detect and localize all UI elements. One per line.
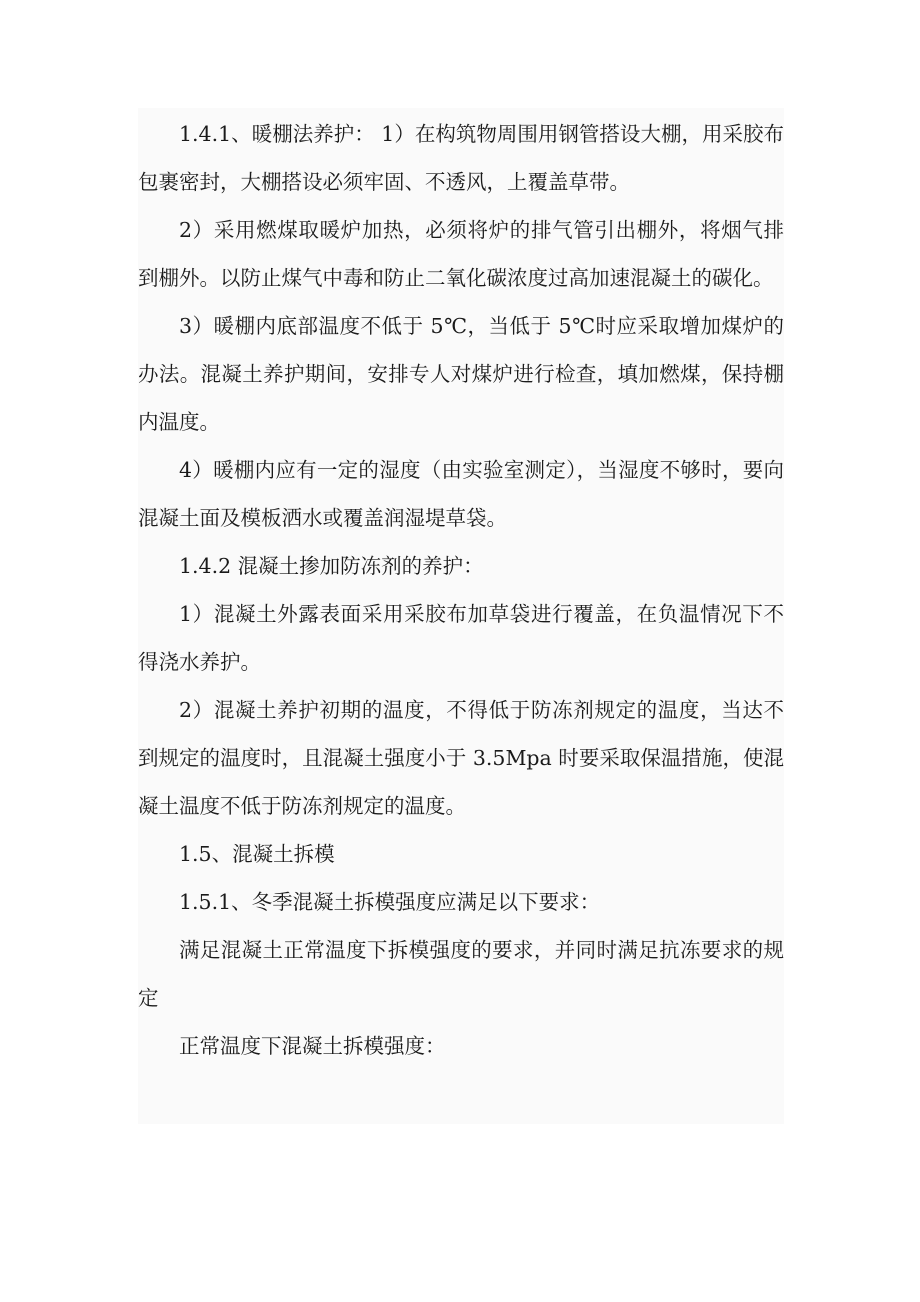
paragraph-shed-temperature: 3）暖棚内底部温度不低于 5℃，当低于 5℃时应采取增加煤炉的办法。混凝土养护期间，安排专人对煤炉进行检查，填加燃煤，保持棚内温度。 xyxy=(138,314,784,434)
paragraph-initial-temperature: 2）混凝土养护初期的温度，不得低于防冻剂规定的温度，当达不到规定的温度时，且混凝土强度小于 3.5Mpa 时要采取保温措施，使混凝土温度不低于防冻剂规定的温度。 xyxy=(138,698,784,818)
document-page xyxy=(138,108,784,1124)
paragraph-warm-shed-curing: 1.4.1、暖棚法养护： 1）在构筑物周围用钢管搭设大棚，用采胶布包裹密封，大棚搭设必须牢固、不透风，上覆盖草带。 xyxy=(138,122,784,194)
paragraph-coal-stove-heating: 2）采用燃煤取暖炉加热，必须将炉的排气管引出棚外，将烟气排到棚外。以防止煤气中毒和防止二氧化碳浓度过高加速混凝土的碳化。 xyxy=(138,218,784,290)
paragraph-shed-humidity: 4）暖棚内应有一定的湿度（由实验室测定），当湿度不够时，要向混凝土面及模板洒水或覆盖润湿堤草袋。 xyxy=(138,458,784,530)
heading-formwork-removal: 1.5、混凝土拆模 xyxy=(179,842,335,866)
paragraph-strength-requirements: 满足混凝土正常温度下拆模强度的要求，并同时满足抗冻要求的规定 xyxy=(138,938,784,1010)
paragraph-normal-temperature-strength: 正常温度下混凝土拆模强度： xyxy=(179,1034,446,1058)
heading-antifreeze-curing: 1.4.2 混凝土掺加防冻剂的养护： xyxy=(179,554,484,578)
paragraph-surface-covering: 1）混凝土外露表面采用采胶布加草袋进行覆盖，在负温情况下不得浇水养护。 xyxy=(138,602,784,674)
document-body xyxy=(138,108,784,1070)
heading-winter-removal-strength: 1.5.1、冬季混凝土拆模强度应满足以下要求： xyxy=(179,890,601,914)
